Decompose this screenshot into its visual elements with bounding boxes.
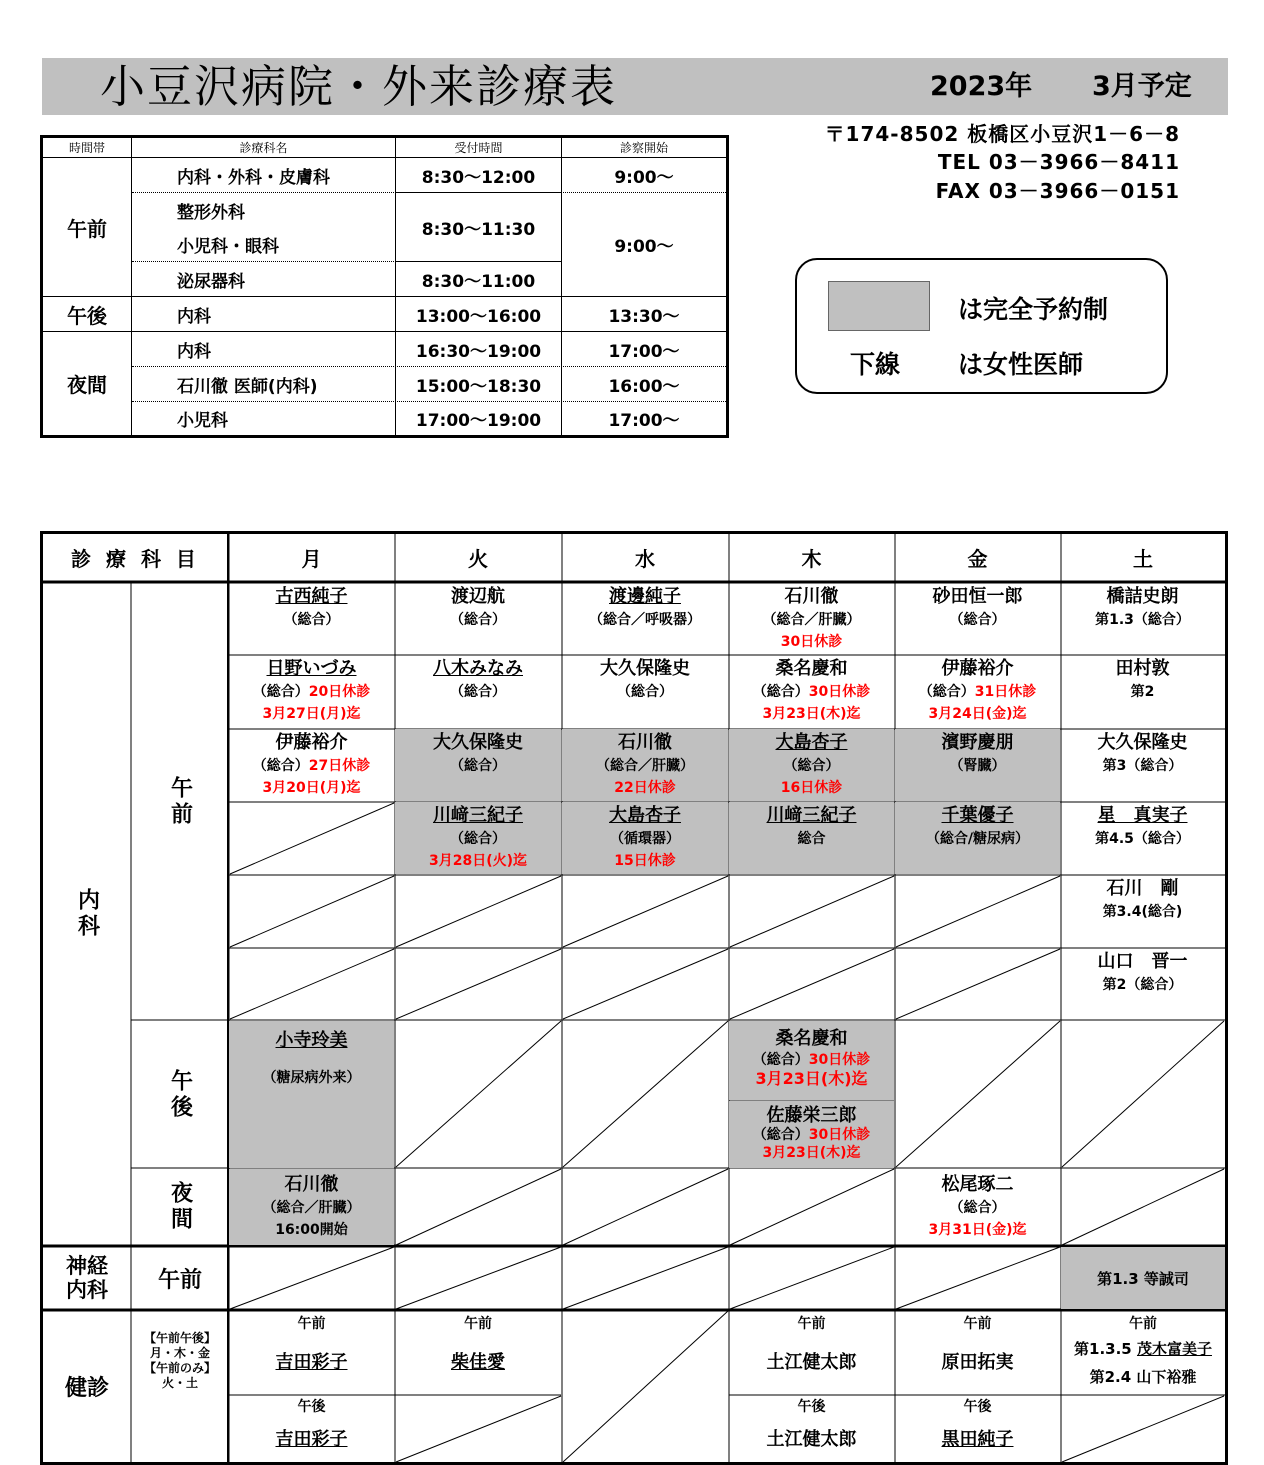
- doctor-sub: 総合: [797, 831, 826, 847]
- doctor-sub: （総合）: [450, 758, 506, 774]
- am-r1-cell: [395, 583, 561, 654]
- hours-start: 17:00～: [608, 341, 680, 362]
- doctor-red-inline: 30日休診: [808, 684, 871, 700]
- doctor-sub: 第1.3（総合）: [1095, 612, 1190, 628]
- doctor-name: 濱野慶朋: [941, 732, 1014, 753]
- doctor-name: 星 真実子: [1097, 805, 1188, 826]
- am-sat-cell: [1061, 875, 1224, 947]
- dept-shinkei: 神経内科: [66, 1254, 108, 1302]
- doctor-sub: （総合）: [949, 612, 1006, 628]
- am-r1-cell: [729, 583, 894, 654]
- kenshin-note-line: 【午前のみ】: [143, 1361, 216, 1375]
- doctor-name: 原田拓実: [941, 1352, 1014, 1373]
- year-label: 2023年: [930, 71, 1033, 102]
- doctor-name: 山口 晋一: [1097, 951, 1188, 972]
- doctor-name: 橋詰史朗: [1106, 586, 1179, 607]
- schedule-header-dept: 診 療 科 目: [71, 547, 200, 571]
- am-r2-cell: [895, 655, 1060, 728]
- doctor-sub: （総合）: [450, 831, 506, 847]
- doctor-red: 3月24日(金)迄: [928, 706, 1027, 722]
- doctor-sub: （総合）: [617, 684, 673, 700]
- doctor-name: 小寺玲美: [275, 1030, 348, 1051]
- doctor-sub: [729, 1127, 894, 1144]
- hours-reception: 15:00～18:30: [415, 376, 542, 397]
- shinkei-time-label: 午前: [157, 1267, 202, 1293]
- checkup-time-label: 午前: [963, 1316, 992, 1332]
- checkup-mon-pm: [229, 1396, 394, 1462]
- hours-dept: 石川徹 医師(内科): [177, 376, 318, 397]
- hours-start: 9:00～: [614, 167, 674, 188]
- checkup-sat-line-2: 第2.4 山下裕雅: [1089, 1368, 1197, 1386]
- doctor-name: 土江健太郎: [766, 1429, 857, 1450]
- hours-dept: 内科: [177, 341, 211, 362]
- day-header-fri: 金: [967, 547, 988, 571]
- doctor-sub: （総合／呼吸器）: [589, 612, 701, 628]
- doctor-sub: [229, 681, 394, 703]
- doctor-name: 渡邊純子: [609, 586, 681, 607]
- hours-dept: 整形外科: [177, 202, 245, 223]
- am-r2-cell: [562, 655, 728, 728]
- am-r2-cell: [729, 655, 894, 728]
- doctor-sub: （総合／肝臓）: [762, 612, 861, 628]
- doctor-name: 八木みなみ: [433, 658, 523, 679]
- checkup-time-label: 午後: [963, 1399, 992, 1415]
- hours-table: [40, 135, 729, 438]
- doctor-sub: [729, 681, 894, 703]
- doctor-sub-text: （総合）: [918, 684, 975, 700]
- checkup-thu-am: [729, 1311, 894, 1395]
- hours-header-reception: 受付時間: [454, 141, 503, 155]
- doctor-sub-text: （総合）: [252, 684, 309, 700]
- postal-address: 〒174-8502 板橋区小豆沢1－6－8: [824, 122, 1180, 146]
- doctor-name: 砂田恒一郎: [932, 586, 1023, 607]
- doctor-name: 千葉優子: [941, 805, 1014, 826]
- doctor-sub: （総合）: [949, 1200, 1006, 1216]
- hours-period-am: 午前: [67, 216, 107, 241]
- doctor-name: 伊藤裕介: [941, 658, 1014, 679]
- doctor-name: 伊藤裕介: [275, 732, 348, 753]
- doctor-red: 22日休診: [614, 780, 676, 796]
- doctor-name: 土江健太郎: [766, 1352, 857, 1373]
- dept-kenshin: 健診: [64, 1376, 109, 1401]
- pm-thu-cell-1: [729, 1021, 894, 1100]
- doctor-name: 石川徹: [618, 732, 672, 753]
- doctor-name: 黒田純子: [941, 1429, 1014, 1450]
- kenshin-note: [132, 1311, 228, 1411]
- pm-mon-cell: [229, 1021, 394, 1168]
- doctor-name: 大久保隆史: [1097, 732, 1188, 753]
- doctor-name: 石川 剛: [1106, 878, 1179, 899]
- am-sat-cell: [1061, 948, 1224, 1019]
- doctor-red-inline: 30日休診: [808, 1127, 871, 1143]
- hours-period-night: 夜間: [67, 373, 107, 397]
- night-fri-cell: [895, 1169, 1060, 1245]
- doctor-sub: （総合／肝臓）: [596, 758, 694, 774]
- am-r3-cell: [1061, 729, 1224, 801]
- doctor-sub: （総合）: [450, 612, 506, 628]
- hours-reception: 16:30～19:00: [415, 341, 542, 362]
- dept-naika: 内科: [74, 888, 100, 940]
- doctor-name: 大島杏子: [775, 732, 848, 753]
- hours-dept: 泌尿器科: [177, 271, 245, 292]
- doctor-sub-text: （総合）: [252, 758, 309, 774]
- am-r1-cell: [562, 583, 728, 654]
- doctor-name: 茂木富美子: [1136, 1340, 1212, 1358]
- doctor-red: 3月27日(月)迄: [262, 706, 361, 722]
- month-label: 3月予定: [1092, 71, 1192, 102]
- naika-night-label: 夜間: [167, 1181, 193, 1233]
- checkup-sat-line-1: [1061, 1335, 1225, 1363]
- doctor-sub: （循環器）: [610, 831, 680, 847]
- doctor-sub: （総合）: [450, 684, 506, 700]
- hours-reception: 8:30～11:30: [421, 219, 536, 240]
- checkup-time-label: 午後: [797, 1399, 826, 1415]
- day-header-wed: 水: [635, 547, 655, 571]
- doctor-red: 3月28日(火)迄: [428, 853, 528, 869]
- hours-start: 13:30～: [608, 306, 680, 327]
- doctor-sub: [229, 755, 394, 777]
- am-r1-cell: [1061, 583, 1224, 654]
- doctor-red-inline: 20日休診: [308, 684, 371, 700]
- checkup-fri-am: [895, 1311, 1060, 1395]
- doctor-sub-text: （総合）: [752, 684, 809, 700]
- doctor-name: 古西純子: [275, 586, 348, 607]
- legend-reserved-text: は完全予約制: [958, 295, 1109, 324]
- hours-header-start: 診察開始: [619, 141, 668, 155]
- tel-number: TEL 03－3966－8411: [937, 150, 1180, 174]
- doctor-red: 16日休診: [780, 780, 843, 796]
- hours-reception: 17:00～19:00: [415, 411, 542, 431]
- doctor-sub-text: （総合）: [752, 1052, 809, 1068]
- checkup-mon-am: [229, 1311, 394, 1395]
- doctor-name: 松尾琢二: [941, 1174, 1014, 1195]
- kenshin-note-line: 月・木・金: [149, 1346, 210, 1360]
- doctor-name: 柴佳愛: [451, 1352, 505, 1373]
- checkup-sat-prefix: 第1.3.5: [1074, 1340, 1132, 1358]
- checkup-time-label: 午前: [1129, 1316, 1157, 1332]
- am-r3-cell: [729, 729, 894, 801]
- doctor-name: 石川徹: [284, 1174, 339, 1195]
- legend-female-text: は女性医師: [958, 350, 1084, 379]
- doctor-sub: 第3.4(総合): [1102, 904, 1183, 920]
- doctor-name: 吉田彩子: [275, 1352, 348, 1373]
- hours-dept: 内科: [177, 306, 211, 327]
- night-mon-cell: [229, 1169, 394, 1245]
- doctor-name: 吉田彩子: [275, 1429, 348, 1450]
- doctor-name: 石川徹: [784, 586, 839, 607]
- doctor-red: 15日休診: [614, 853, 676, 869]
- hours-start: 9:00～: [614, 237, 674, 257]
- doctor-red: 30日休診: [780, 634, 843, 650]
- am-r2-cell: [1061, 655, 1224, 728]
- am-r4-cell: [729, 802, 894, 874]
- am-r4-cell: [1061, 802, 1224, 874]
- doctor-sub: （総合/糖尿病）: [925, 831, 1030, 847]
- am-r2-cell: [229, 655, 394, 728]
- hours-header-dept: 診療科名: [239, 141, 288, 155]
- am-r4-cell: [895, 802, 1060, 874]
- kenshin-note-line: 火・土: [161, 1376, 198, 1390]
- legend-underline-label: 下線: [850, 350, 901, 379]
- checkup-tue-am: [395, 1311, 561, 1395]
- doctor-sub: （糖尿病外来）: [262, 1070, 361, 1086]
- day-header-thu: 木: [801, 547, 822, 571]
- doctor-name: 日野いづみ: [266, 658, 357, 679]
- am-r2-cell: [395, 655, 561, 728]
- doctor-sub-text: （総合）: [752, 1127, 809, 1143]
- am-r1-cell: [229, 583, 394, 654]
- doctor-red: 3月23日(木)迄: [762, 706, 861, 722]
- doctor-red: 3月31日(金)迄: [928, 1222, 1027, 1238]
- doctor-name: 川﨑三紀子: [433, 805, 523, 826]
- doctor-sub: （総合／肝臓）: [262, 1200, 361, 1216]
- hours-reception: 8:30～12:00: [421, 167, 536, 188]
- hours-dept: 小児科・眼科: [177, 236, 279, 257]
- doctor-sub: （腎臓）: [949, 758, 1006, 774]
- doctor-sub: （総合）: [783, 758, 840, 774]
- hours-dept: 内科・外科・皮膚科: [177, 167, 330, 188]
- doctor-red-inline: 27日休診: [308, 758, 371, 774]
- doctor-name: 川﨑三紀子: [766, 805, 857, 826]
- checkup-fri-pm: [895, 1396, 1060, 1462]
- doctor-name: 桑名慶和: [775, 1028, 848, 1049]
- doctor-red-inline: 30日休診: [808, 1052, 871, 1068]
- hours-start: 17:00～: [608, 411, 680, 431]
- am-r3-cell: [562, 729, 728, 801]
- hours-header-period: 時間帯: [68, 141, 105, 155]
- doctor-name: 大久保隆史: [433, 732, 523, 753]
- hours-reception: 8:30～11:00: [421, 271, 536, 292]
- day-header-sat: 土: [1133, 547, 1153, 571]
- day-header-mon: 月: [301, 547, 322, 571]
- doctor-note: 16:00開始: [275, 1222, 348, 1238]
- am-r1-cell: [895, 583, 1060, 654]
- hours-reception: 13:00～16:00: [415, 306, 542, 327]
- am-r3-cell: [895, 729, 1060, 801]
- doctor-sub: 第4.5（総合）: [1095, 831, 1190, 847]
- hours-start: 16:00～: [608, 376, 680, 397]
- doctor-sub: [729, 1051, 894, 1069]
- checkup-sat-am: [1061, 1311, 1225, 1395]
- doctor-sub: （総合）: [283, 612, 340, 628]
- checkup-time-label: 午前: [297, 1316, 326, 1332]
- day-header-tue: 火: [468, 547, 488, 571]
- doctor-red-inline: 31日休診: [974, 684, 1037, 700]
- doctor-sub: 第2（総合）: [1102, 977, 1183, 993]
- naika-pm-label: 午後: [167, 1068, 193, 1121]
- doctor-sub: [895, 681, 1060, 703]
- kenshin-note-line: 【午前午後】: [143, 1331, 216, 1345]
- fax-number: FAX 03－3966－0151: [935, 179, 1180, 203]
- checkup-time-label: 午後: [297, 1399, 326, 1415]
- doctor-sub: 第3（総合）: [1102, 758, 1183, 774]
- page-title: 小豆沢病院・外来診療表: [100, 60, 618, 113]
- am-r3-cell: [229, 729, 394, 801]
- doctor-red: 3月20日(月)迄: [262, 780, 361, 796]
- doctor-red: 3月23日(木)迄: [755, 1069, 868, 1088]
- checkup-time-label: 午前: [797, 1316, 826, 1332]
- naika-am-label: 午前: [167, 775, 193, 828]
- doctor-sub: 第2: [1130, 684, 1155, 700]
- checkup-thu-pm: [729, 1396, 894, 1462]
- doctor-name: 大久保隆史: [600, 658, 690, 679]
- doctor-name: 佐藤栄三郎: [766, 1105, 857, 1126]
- doctor-name: 渡辺航: [451, 586, 505, 607]
- legend-gray-swatch: [828, 281, 930, 331]
- pm-thu-cell-2: [729, 1101, 894, 1168]
- doctor-name: 大島杏子: [609, 805, 681, 826]
- am-r4-cell: [395, 802, 561, 874]
- hours-period-pm: 午後: [67, 303, 107, 328]
- hours-dept: 小児科: [177, 411, 228, 431]
- checkup-time-label: 午前: [464, 1316, 492, 1332]
- am-r3-cell: [395, 729, 561, 801]
- doctor-name: 田村敦: [1115, 658, 1170, 679]
- neuro-sat-cell: 第1.3 等誠司: [1061, 1247, 1225, 1309]
- doctor-name: 桑名慶和: [775, 658, 848, 679]
- am-r4-cell: [562, 802, 728, 874]
- doctor-red: 3月23日(木)迄: [762, 1145, 861, 1161]
